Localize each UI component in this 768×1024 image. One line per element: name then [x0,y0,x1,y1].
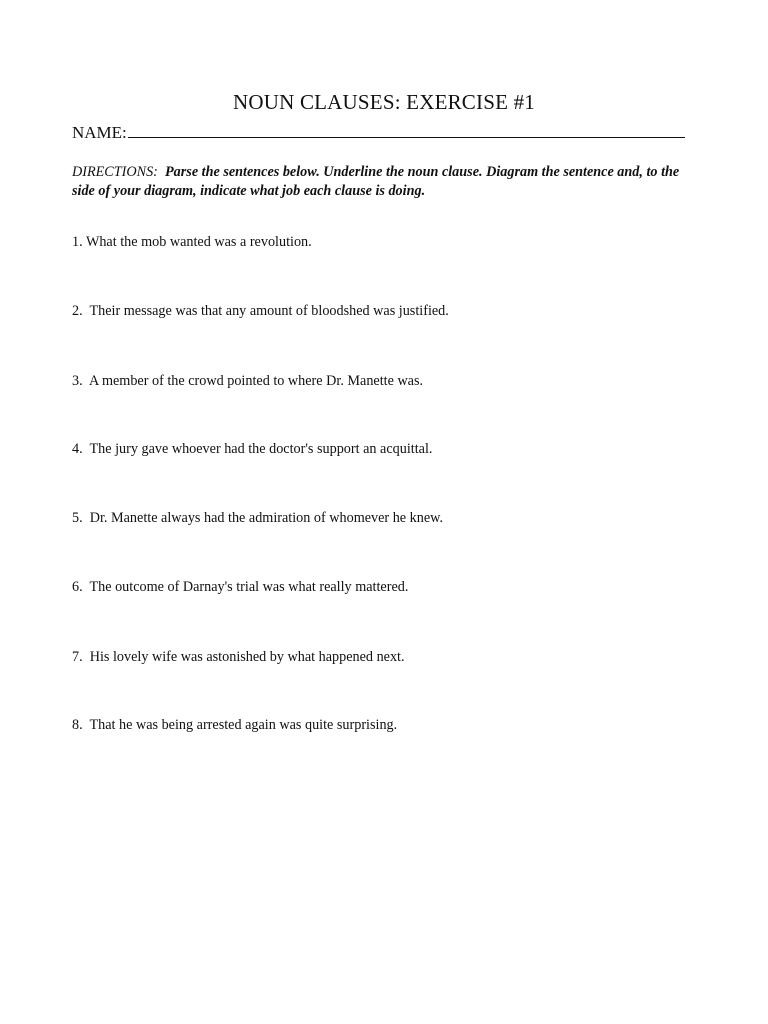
exercise-item [72,509,712,527]
worksheet-title: NOUN CLAUSES: EXERCISE #1 [233,90,535,114]
item-sentence: The jury gave whoever had the doctor's support an acquittal. [89,441,433,457]
exercise-item [72,648,712,666]
item-sentence: That he was being arrested again was quite surprising. [89,717,398,733]
item-number: 7. [72,649,83,665]
name-field [72,122,698,143]
item-number: 6. [72,579,83,595]
exercise-item [72,233,712,251]
item-number: 4. [72,441,83,457]
exercise-item [72,372,712,390]
exercise-item [72,302,712,320]
item-number: 1. [72,234,83,250]
directions-label: DIRECTIONS: [72,164,158,180]
item-sentence: Dr. Manette always had the admiration of whomever he knew. [89,510,443,526]
item-sentence: His lovely wife was astonished by what happened next. [89,649,405,665]
exercise-item [72,440,712,458]
exercise-item [72,716,712,734]
item-number: 3. [72,373,83,389]
item-sentence: Their message was that any amount of bloodshed was justified. [89,303,449,319]
item-number: 5. [72,510,83,526]
item-sentence: What the mob wanted was a revolution. [85,234,312,250]
directions [72,163,702,201]
exercise-item [72,578,712,596]
item-sentence: The outcome of Darnay's trial was what really mattered. [89,579,409,595]
item-number: 8. [72,717,83,733]
item-sentence: A member of the crowd pointed to where Dr. Manette was. [88,373,424,389]
item-number: 2. [72,303,83,319]
name-blank-line [128,122,685,138]
directions-text: Parse the sentences below. Underline the noun clause. Diagram the sentence and, to the side of your diagram, indicate what job each clause is doing. [72,164,680,199]
name-label: NAME: [72,123,127,142]
